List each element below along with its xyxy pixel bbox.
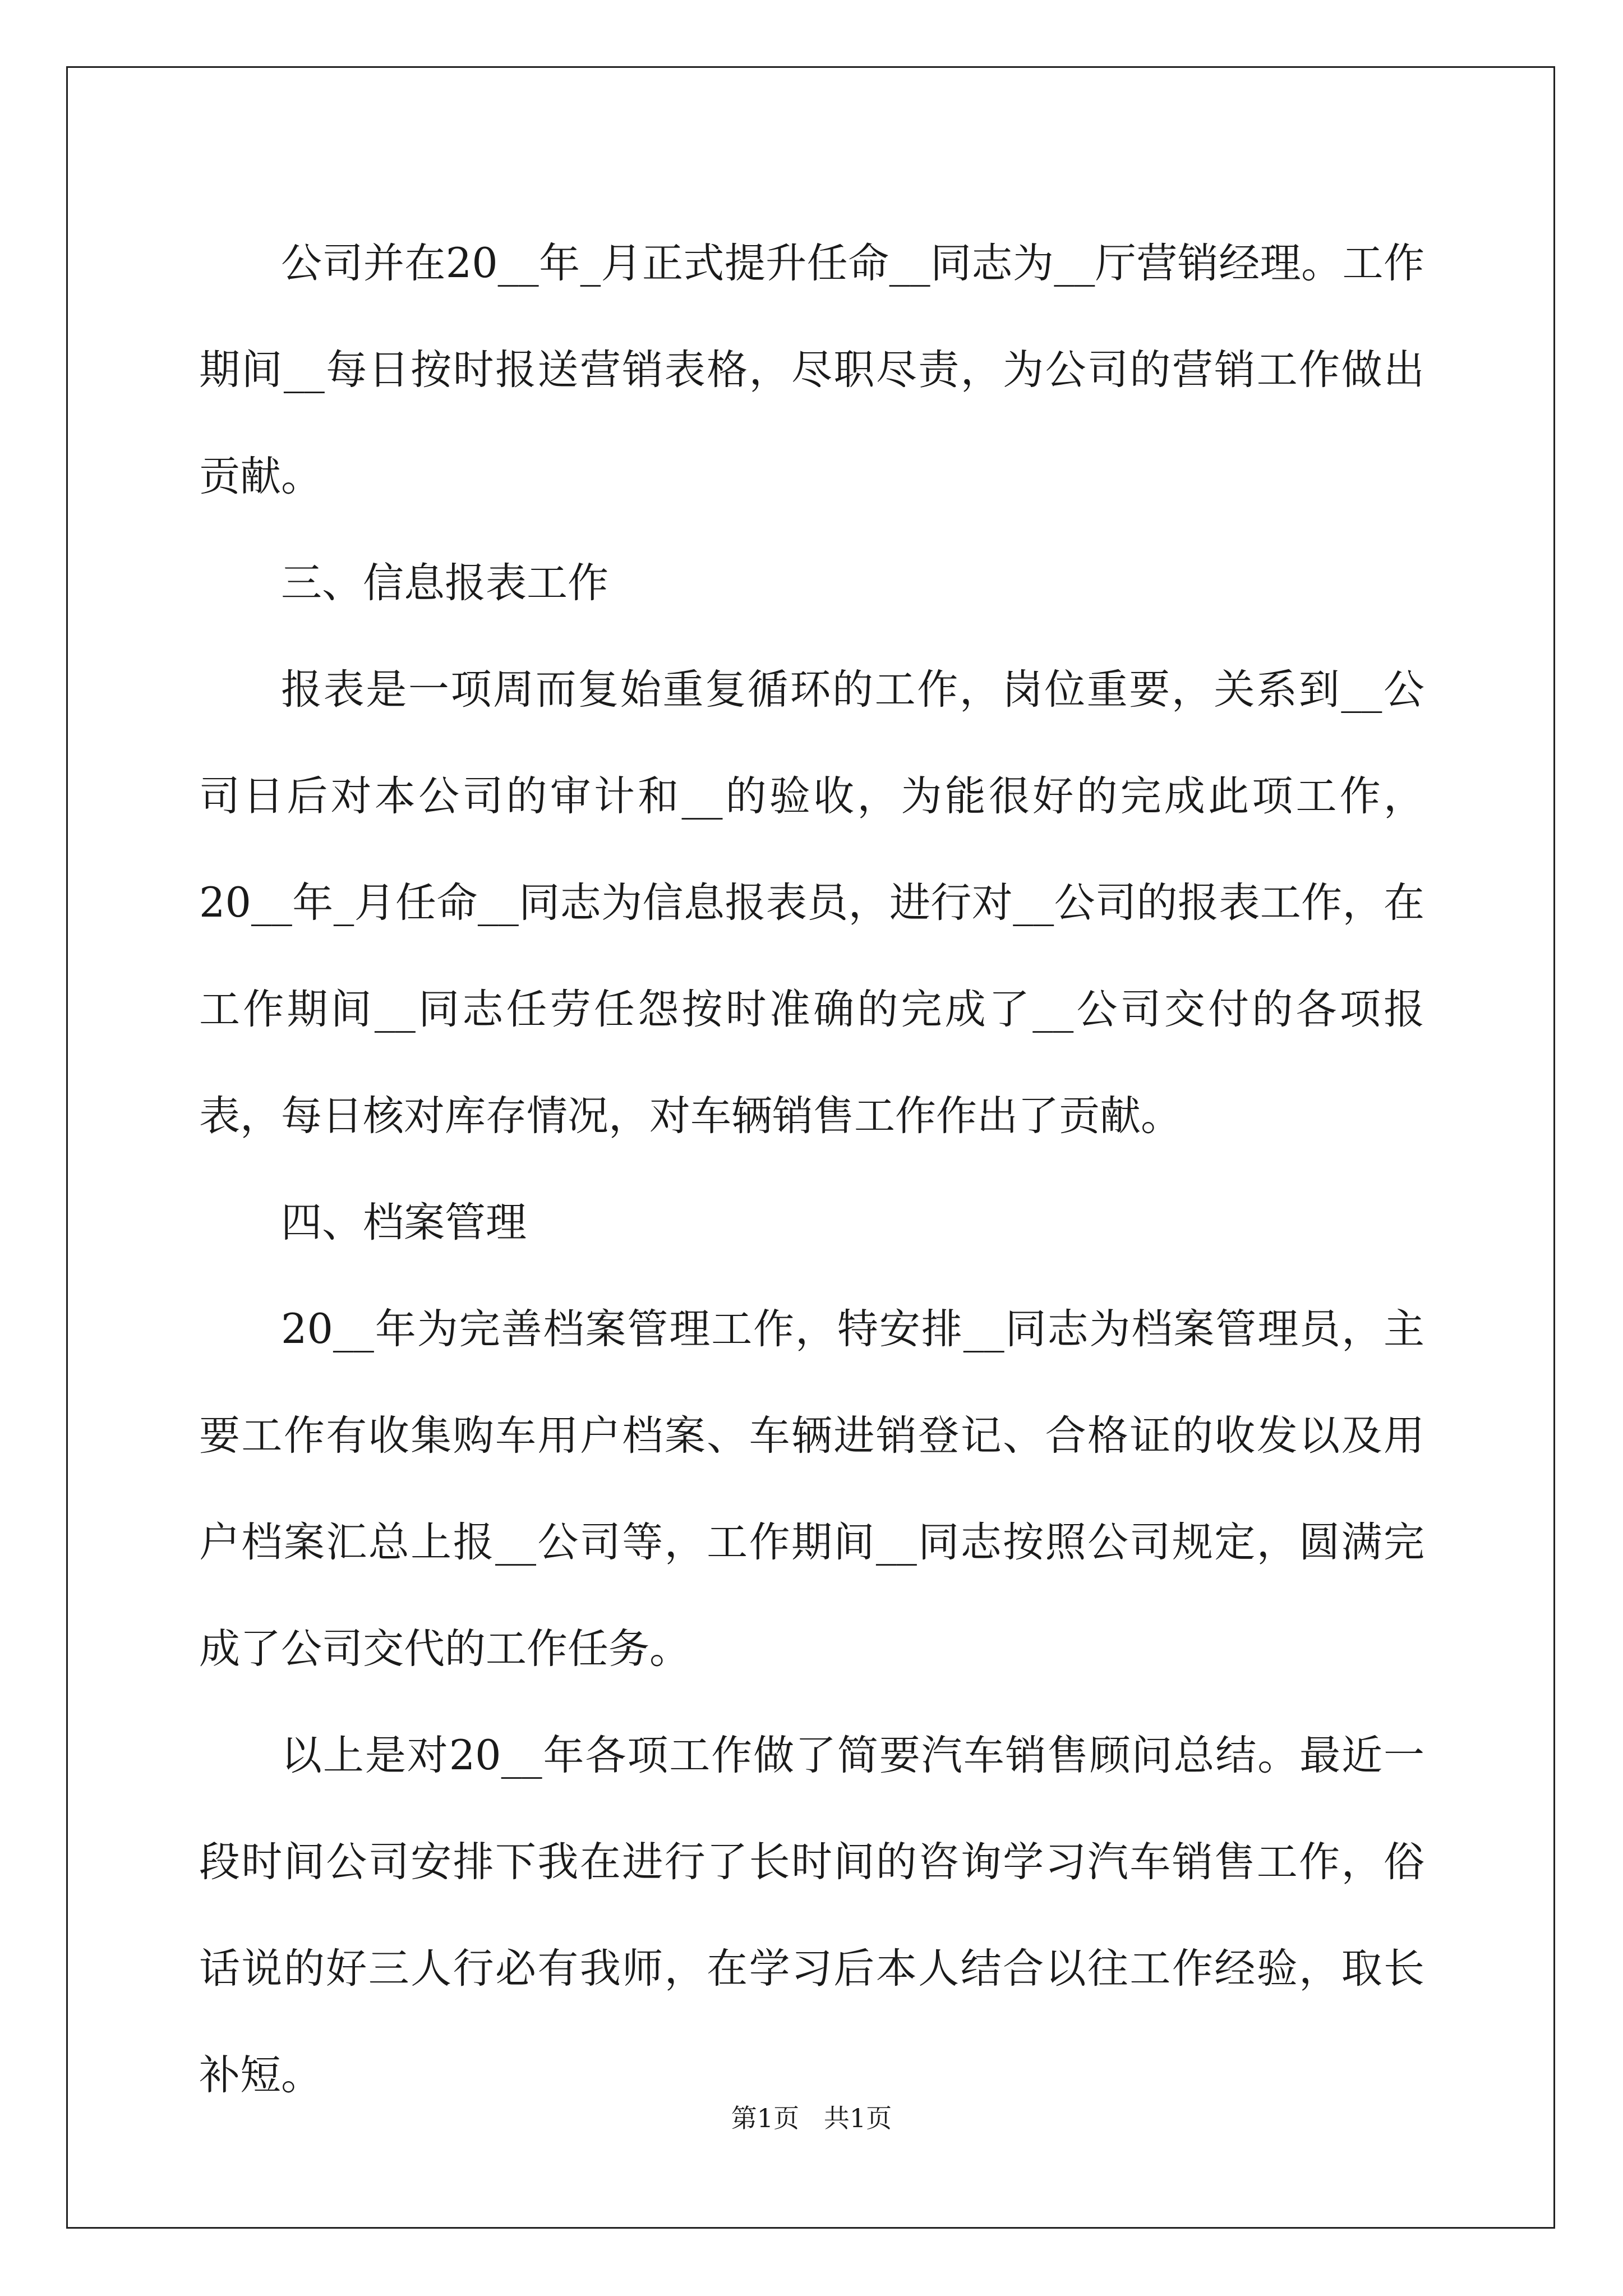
- section-heading-archive: 四、档案管理: [281, 1199, 527, 1246]
- paragraph-appointment: 公司并在20__年_月正式提升任命__同志为__厅营销经理。工作期间__每日按时报送营销表格，尽职尽责，为公司的营销工作做出贡献。: [199, 240, 1424, 500]
- document-body: [199, 210, 1424, 2129]
- paragraph-archive-management: 20__年为完善档案管理工作，特安排__同志为档案管理员，主要工作有收集购车用户档案、车辆进销登记、合格证的收发以及用户档案汇总上报__公司等，工作期间__同志按照公司规定，圆满完成了公司交代的工作任务。: [199, 1305, 1424, 1673]
- paragraph-report-work: 报表是一项周而复始重复循环的工作，岗位重要，关系到__公司日后对本公司的审计和__的验收，为能很好的完成此项工作，20__年_月任命__同志为信息报表员，进行对__公司的报表工作，在工作期间__同志任劳任怨按时准确的完成了__公司交付的各项报表，每日核对库存情况，对车辆销售工作作出了贡献。: [199, 666, 1424, 1140]
- page-number-footer: 第1页 共1页: [731, 2103, 892, 2133]
- paragraph-summary: 以上是对20__年各项工作做了简要汽车销售顾问总结。最近一段时间公司安排下我在进行了长时间的咨询学习汽车销售工作，俗话说的好三人行必有我师，在学习后本人结合以往工作经验，取长补短。: [199, 1732, 1424, 2099]
- section-heading-report: 三、信息报表工作: [281, 559, 608, 607]
